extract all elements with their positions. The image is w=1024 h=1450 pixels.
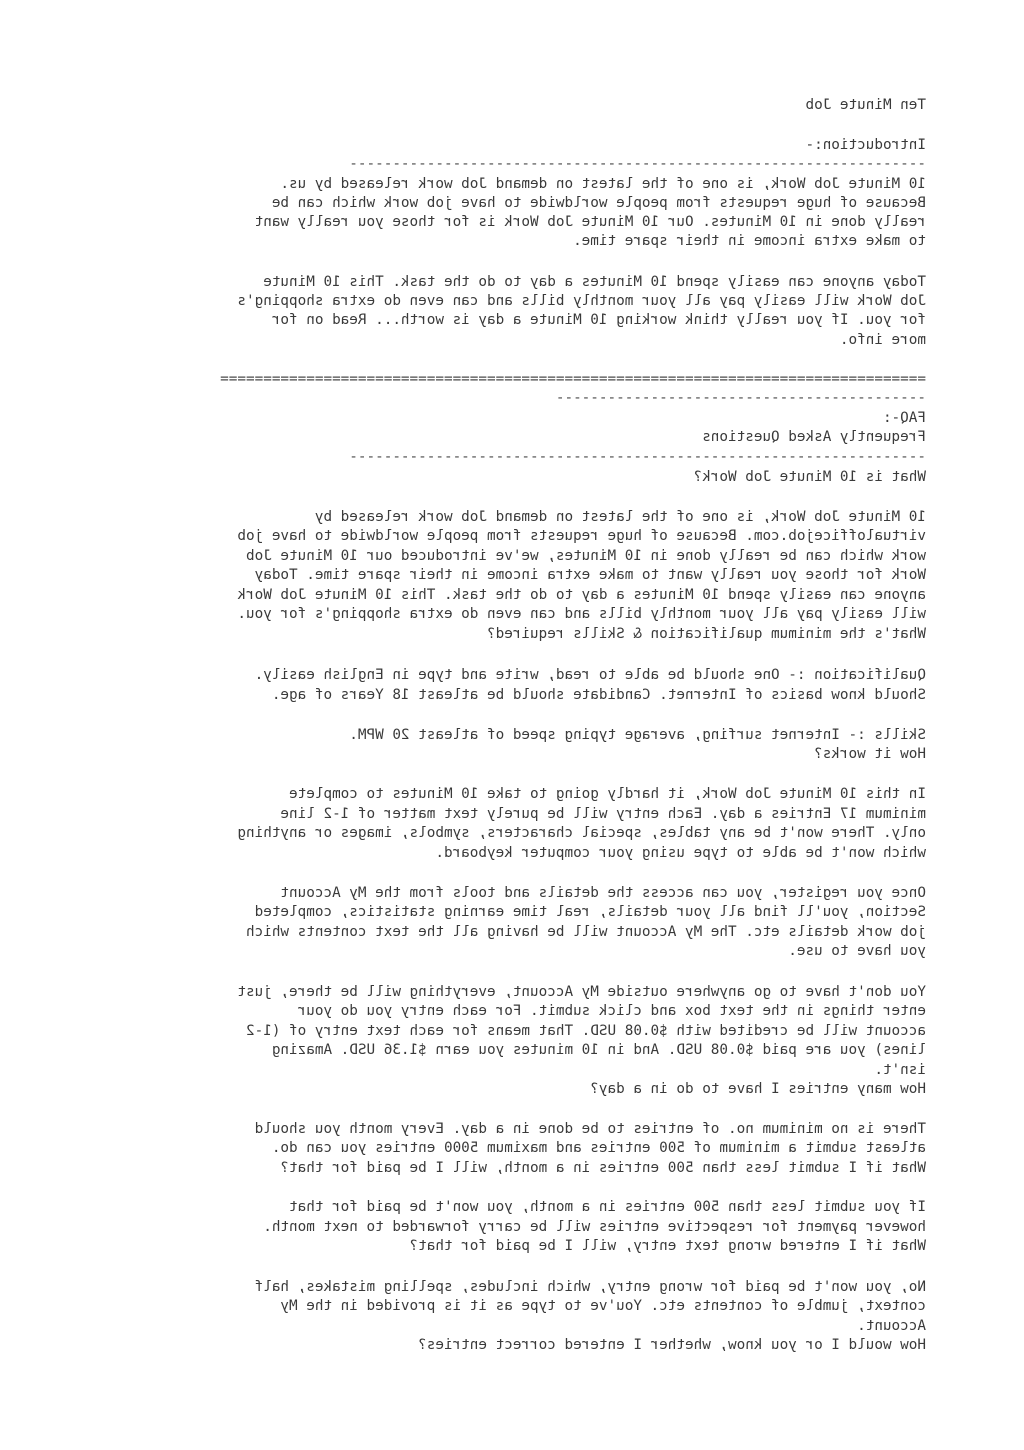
faq-rule: ------------------------------------------------------------------- bbox=[349, 449, 926, 465]
intro-p1-line: really done in 10 Minutes. Our 10 Minute Job Work is for those you really want bbox=[254, 214, 926, 230]
answer5-line: context, jumble of contents etc. You've to type as it is provided in the My bbox=[280, 1298, 926, 1314]
answer3-line: There is no minimum no. of entries to be done in a day. Every month you should bbox=[254, 1121, 926, 1137]
answer2b-line: Section, you'll find all your details, real time earning statistics, completed bbox=[254, 904, 926, 920]
intro-p2-line: for you. If you really think working 10 Minute a day is worth... Read on for bbox=[271, 312, 926, 328]
answer2c-line: enter things in the text box and click submit. For each entry you do your bbox=[297, 1003, 926, 1019]
answer1-line: Work for those you really want to make extra income in their spare time. Today bbox=[254, 567, 926, 583]
answer2b-line: Once you register, you can access the details and tools from the My Account bbox=[280, 885, 926, 901]
intro-p1-line: to make extra income in their spare time. bbox=[573, 233, 926, 249]
faq-subheading: Frequently Asked Questions bbox=[702, 429, 926, 445]
answer2a-line: In this 10 Minute Job Work, it hardly going to take 10 Minutes to complete bbox=[289, 786, 926, 802]
answer1-line: work which can be really done in 10 Minutes, we've introduced our 10 Minute Job bbox=[246, 548, 926, 564]
intro-p1-line: 10 Minute Job Work, is one of the latest on demand Job work released by us. bbox=[280, 176, 926, 192]
intro-p2-line: Job Work will easily pay all your monthly bills and can even do extra shopping's bbox=[237, 293, 926, 309]
double-separator: ================================================================================== bbox=[220, 371, 926, 387]
answer1-line: virtualofficejob.com. Because of huge requests from people worldwide to have job bbox=[237, 528, 926, 544]
skills-line: Skills :- Internet surfing, average typing speed of atleast 20 WPM. bbox=[349, 727, 926, 743]
qualification-line: Should know basics of Internet. Candidate should be atleast 18 Years of age. bbox=[271, 687, 926, 703]
question-how-many: How many entries I have to do in a day? bbox=[590, 1081, 926, 1097]
answer2c-line: You don't have to go anywhere outside My Account, everything will be there, just bbox=[237, 984, 926, 1000]
intro-p2-line: Today anyone can easily spend 10 Minutes a day to do the task. This 10 Minute bbox=[263, 274, 926, 290]
intro-p2-line: more info. bbox=[839, 332, 926, 348]
answer5-line: Account. bbox=[857, 1318, 926, 1334]
question-wrong-entry: What if I entered wrong text entry, will I be paid for that? bbox=[409, 1238, 926, 1254]
question-what-is: What is 10 Minute Job Work? bbox=[693, 469, 926, 485]
answer2c-line: lines) you are paid $0.08 USD. And in 10 minutes you earn $1.36 USD. Amazing bbox=[271, 1042, 926, 1058]
answer2c-line: account will be credited with $0.08 USD. That means for each text entry of (1-2 bbox=[246, 1023, 926, 1039]
question-how-it-works: How it works? bbox=[814, 746, 926, 762]
question-qualification: What's the minimum qualification & Skills required? bbox=[487, 626, 926, 642]
answer2b-line: you have to use. bbox=[788, 943, 926, 959]
answer2a-line: minimum 17 Entries a day. Each entry will be purely text matter of 1-2 line bbox=[280, 806, 926, 822]
document-title: Ten Minute Job bbox=[805, 97, 926, 113]
answer2b-line: job work details etc. The My Account will be having all the text contents which bbox=[246, 924, 926, 940]
short-separator: ------------------------------------------- bbox=[555, 390, 926, 406]
answer2c-line: isn't. bbox=[874, 1062, 926, 1078]
question-less-than-500: What if I submit less than 500 entries in a month, will I be paid for that? bbox=[280, 1160, 926, 1176]
question-correct-entries: How would I or you know, whether I entered correct entries? bbox=[418, 1337, 926, 1353]
faq-heading: FAQ-: bbox=[882, 410, 926, 426]
answer1-line: will easily pay all your monthly bills and can even do extra shopping's for you. bbox=[237, 606, 926, 622]
introduction-rule: ------------------------------------------------------------------- bbox=[349, 156, 926, 172]
intro-p1-line: Because of huge requests from people worldwide to have job work which can be bbox=[271, 195, 926, 211]
answer4-line: If you submit less than 500 entries in a month, you won't be paid for that bbox=[289, 1199, 926, 1215]
answer1-line: anyone can easily spend 10 Minutes a day to do the task. This 10 Minute Job Work bbox=[237, 587, 926, 603]
answer3-line: atleast submit a minimum of 500 entries and maximum 5000 entries you can do. bbox=[271, 1140, 926, 1156]
answer4-line: however payment for respective entries will be carry forwarded to next month. bbox=[263, 1219, 926, 1235]
answer1-line: 10 Minute Job Work, is one of the latest on demand Job work released by bbox=[314, 509, 926, 525]
answer2a-line: only. There won't be any tables, special characters, symbols, images or anything bbox=[237, 825, 926, 841]
answer5-line: No, you won't be paid for wrong entry, which includes, spelling mistakes, half bbox=[254, 1279, 926, 1295]
answer2a-line: which won't be able to type using your computer keyboard. bbox=[435, 845, 926, 861]
introduction-heading: Introduction:- bbox=[805, 137, 926, 153]
qualification-line: Qualification :- One should be able to read, write and type in English easily. bbox=[254, 667, 926, 683]
